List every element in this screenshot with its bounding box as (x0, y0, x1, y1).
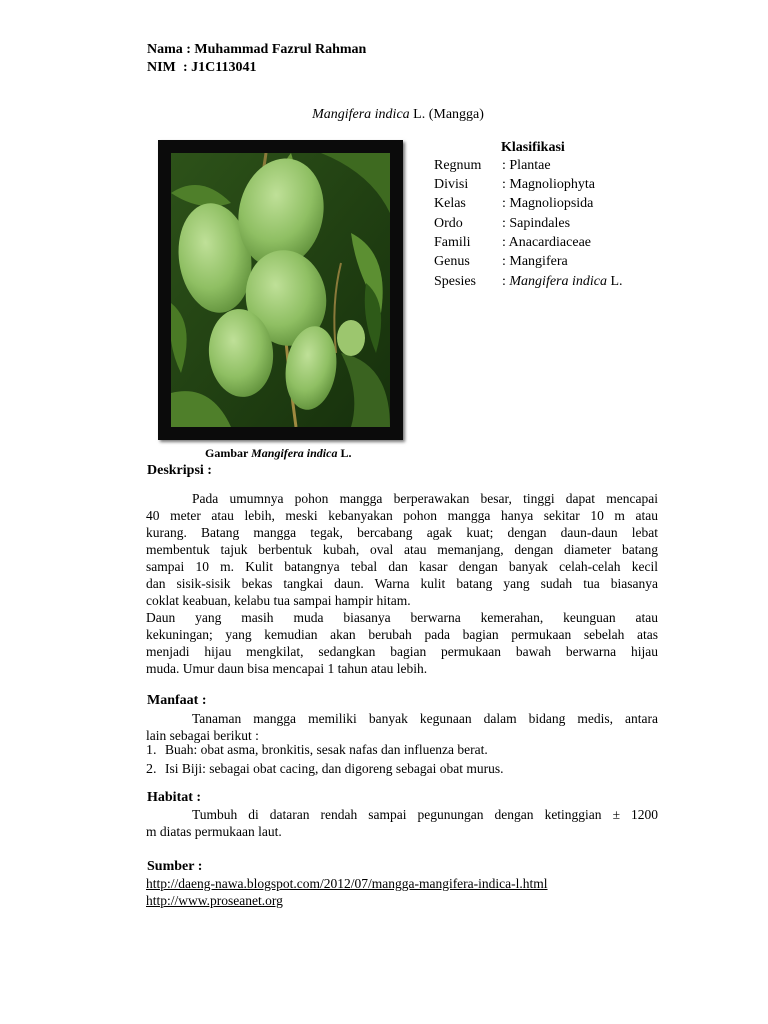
manfaat-item-1 (146, 742, 488, 759)
nim-value: : J1C113041 (183, 60, 257, 75)
figure-caption (205, 446, 351, 461)
list-text: Isi Biji: sebagai obat cacing, dan digoreng sebagai obat murus. (165, 761, 504, 776)
nim-label: NIM (147, 60, 176, 75)
text-line: dan sisik-sisik bekas tangkai daun. Warna kulit batang yang sudah tua biasanya (146, 576, 658, 591)
text-line: Tumbuh di dataran rendah sampai pegunungan dengan ketinggian ± 1200 (192, 807, 658, 822)
klas-row-famili (434, 235, 591, 251)
caption-prefix: Gambar (205, 446, 252, 460)
caption-species: Mangifera indica (251, 446, 338, 460)
klas-key: Genus (434, 254, 470, 269)
student-nim (147, 60, 257, 76)
mango-fruit-illustration (171, 153, 390, 427)
klas-row-regnum (434, 158, 551, 174)
klas-row-ordo (434, 216, 570, 232)
deskripsi-paragraph-2 (146, 609, 658, 677)
text-line: sampai 10 m. Kulit batangnya tebal dan kasar dengan banyak celah-celah kecil (146, 559, 658, 574)
klas-value: : Magnoliophyta (502, 177, 595, 192)
document-title (0, 107, 768, 123)
mango-photo (158, 140, 403, 440)
text-line: menjadi hijau mengkilat, sedangkan bagian permukaan bawah berwarna hijau (146, 644, 658, 659)
title-rest: L. (Mangga) (409, 107, 484, 122)
habitat-heading: Habitat : (147, 790, 202, 805)
klas-value: : Sapindales (502, 216, 571, 231)
list-number: 1. (146, 743, 157, 758)
klas-key: Kelas (434, 196, 466, 211)
text-line: Daun yang masih muda biasanya berwarna kemerahan, keunguan atau (146, 610, 658, 625)
list-number: 2. (146, 762, 157, 777)
klas-row-genus (434, 254, 568, 270)
manfaat-heading: Manfaat : (147, 693, 207, 708)
manfaat-intro (146, 710, 658, 744)
klas-value: : (502, 274, 510, 289)
klas-key: Spesies (434, 274, 476, 289)
klas-value-italic: Mangifera indica (509, 274, 607, 289)
klasifikasi-heading: Klasifikasi (501, 140, 565, 155)
text-line: membentuk tajuk berbentuk kubah, oval atau memanjang, dengan diameter batang (146, 542, 658, 557)
manfaat-item-2 (146, 761, 504, 778)
student-name: Nama : Muhammad Fazrul Rahman (147, 42, 367, 57)
klas-key: Ordo (434, 216, 463, 231)
text-line: 40 meter atau lebih, meski kebanyakan pohon mangga hanya sekitar 10 m atau (146, 508, 658, 523)
klas-value: : Magnoliopsida (502, 196, 594, 211)
title-species: Mangifera indica (312, 107, 410, 122)
klas-value: : Mangifera (502, 254, 568, 269)
klas-value: : Anacardiaceae (502, 235, 591, 250)
deskripsi-heading: Deskripsi : (147, 463, 212, 478)
klas-key: Divisi (434, 177, 469, 192)
habitat-paragraph (146, 806, 658, 840)
sumber-heading: Sumber : (147, 859, 203, 874)
klas-value-suffix: L. (607, 274, 623, 289)
text-line: kekuningan; yang kemudian akan berubah pada bagian permukaan sebelah atas (146, 627, 658, 642)
text-line: lain sebagai berikut : (146, 728, 259, 743)
text-line: m diatas permukaan laut. (146, 824, 282, 839)
klas-row-divisi (434, 177, 595, 193)
text-line: muda. Umur daun bisa mencapai 1 tahun atau lebih. (146, 661, 428, 676)
klas-key: Regnum (434, 158, 482, 173)
klas-key: Famili (434, 235, 471, 250)
text-line: coklat keabuan, kelabu tua sampai hampir hitam. (146, 593, 411, 608)
klas-row-spesies (434, 274, 623, 290)
source-link-2[interactable]: http://www.proseanet.org (146, 893, 283, 908)
klas-value: : Plantae (502, 158, 551, 173)
source-link-1[interactable]: http://daeng-nawa.blogspot.com/2012/07/mangga-mangifera-indica-l.html (146, 876, 548, 891)
list-text: Buah: obat asma, bronkitis, sesak nafas dan influenza berat. (165, 742, 488, 757)
text-line: Tanaman mangga memiliki banyak kegunaan dalam bidang medis, antara (192, 711, 658, 726)
klas-row-kelas (434, 196, 593, 212)
deskripsi-paragraph-1 (146, 490, 658, 609)
text-line: kurang. Batang mangga tegak, bercabang agak kuat; dengan daun-daun lebat (146, 525, 658, 540)
caption-suffix: L. (337, 446, 352, 460)
text-line: Pada umumnya pohon mangga berperawakan besar, tinggi dapat mencapai (192, 491, 658, 506)
